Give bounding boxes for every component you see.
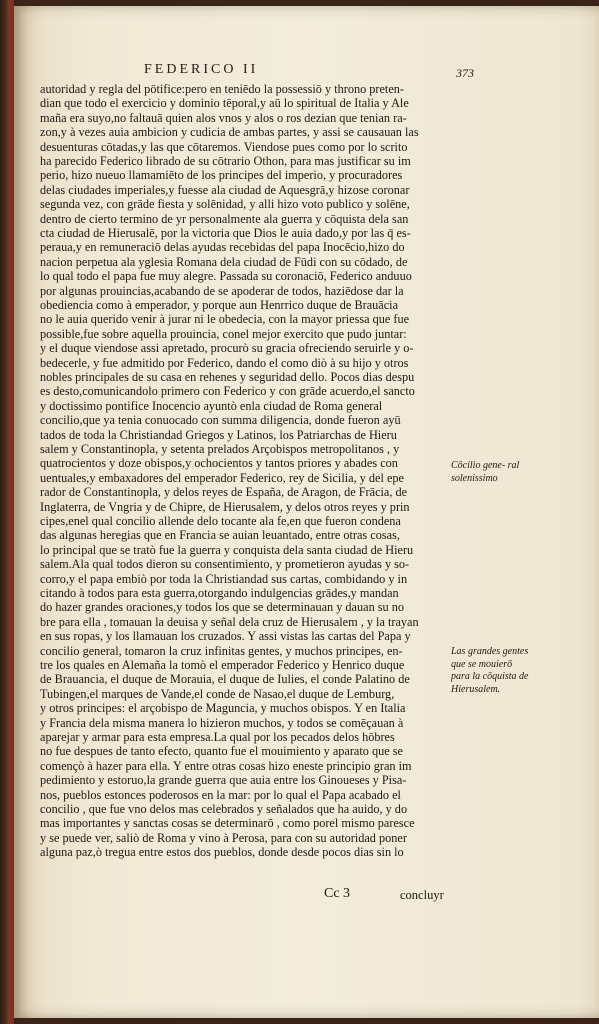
text-line: salem y Constantinopla, y setenta prelados Arçobispos metropolitanos , y: [40, 442, 400, 456]
text-line: segunda vez, con grāde fiesta y solēnidad, y alli hizo voto publico y solēne,: [40, 197, 410, 212]
catchword: concluyr: [400, 888, 444, 902]
text-line: concilio , que fue vno delos mas celebrados y señalados que ha auido, y do: [40, 802, 408, 816]
text-line: tados de toda la Christiandad Griegos y Latinos, los Patriarchas de Hieru: [40, 427, 397, 442]
text-line: bedecerle, y fue admitido por Federico, dando el como diò à su hijo y otros: [40, 355, 409, 370]
text-line: dian que todo el exercicio y dominio tēporal,y aū lo spiritual de Italia y Ale: [40, 96, 409, 111]
text-line: y Francia dela misma manera lo hizieron muchos, y todos se comēçauan à: [40, 715, 404, 730]
text-line: alguna paz,ò tregua entre estos dos pueblos, donde desde pocos dias sin lo: [40, 845, 404, 860]
margin-note-gentes: Las grandes gentes que se mouierō para la cōquista de Hierusalem.: [451, 646, 529, 695]
text-line: no le auia querido venir à jurar ni le obedecia, con la mayor priessa que fue: [40, 312, 410, 327]
text-line: maña era suyo,no faltauā quien alos vnos y alos o ros dezian que tenian ra-: [40, 110, 407, 125]
margin-note-concilio: Cōcilio gene- ral solenissimo: [451, 460, 520, 484]
text-line: Inglaterra, de Vngria y de Chipre, de Hierusalem, y delos otros reyes y prin: [40, 499, 410, 514]
book-page: [14, 6, 599, 1018]
page-header: [144, 62, 474, 82]
text-line: obediencia como à emperador, y porque aun Henrrico duque de Brauācia: [40, 298, 399, 312]
signature-mark: Cc 3: [324, 886, 351, 901]
text-line: y doctissimo pontifice Inocencio ayuntò enla ciudad de Roma general: [40, 398, 383, 413]
text-line: nobles principales de su casa en rehenes y seguridad dello. Pocos dias despu: [40, 370, 415, 384]
text-line: aparejar y armar para esta empresa.La qual por los pecados delos hōbres: [40, 730, 395, 744]
text-line: començò à hazer para ella. Y entre otras cosas hizo eneste principio gran im: [40, 758, 412, 773]
text-line: y el duque viendose assi apretado, procurò su gracia ofreciendo seruirle y o-: [40, 341, 414, 356]
text-line: es desto,comunicandolo primero con Federico y con grāde acuerdo,el sancto: [40, 384, 415, 399]
text-line: bre para ella , tomauan la deuisa y señal dela cruz de Hierusalem , y la trayan: [40, 614, 419, 629]
text-line: cta ciudad de Hierusalē, por la victoria que Dios le auia dado,y por las q̄ es-: [40, 226, 411, 240]
text-line: autoridad y regla del pōtifice:pero en teniēdo la possessiō y throno preten-: [40, 82, 405, 96]
text-line: perio, hizo nueuo llamamiēto de los principes del imperio, y procuradores: [40, 168, 403, 183]
text-line: y se puede ver, saliò de Roma y vino à Perosa, para con su autoridad poner: [40, 830, 407, 845]
text-line: lo principal que se tratò fue la guerra y conquista dela santa ciudad de Hieru: [40, 542, 414, 557]
text-line: cipes,enel qual concilio allende delo tocante ala fe,en que fueron condena: [40, 514, 401, 528]
text-line: delas ciudades imperiales,y fuesse ala ciudad de Aquesgrā,y hizose coronar: [40, 182, 410, 197]
text-line: rador de Constantinopla, y delos reyes de España, de Aragon, de Frācia, de: [40, 485, 408, 500]
text-line: mas importantes y sanctas cosas se determinarō , como porel mismo paresce: [40, 816, 415, 831]
text-line: de Brauancia, el duque de Morauia, el duque de Iulies, el conde Palatino de: [40, 672, 410, 687]
page-number: 373: [456, 66, 474, 80]
running-head: FEDERICO II: [144, 62, 259, 77]
text-line: pedimiento y estoruo,la grande guerra que auia entre los Ginoueses y Pisa-: [40, 773, 407, 788]
text-line: do hazer grandes oraciones,y todos los que se determinauan y dauan su no: [40, 600, 405, 615]
text-line: tre los quales en Alemaña la tomò el emperador Federico y Henrico duque: [40, 658, 405, 672]
text-line: possible,fue sobre aquella prouincia, conel mejor exercito que pudo juntar:: [40, 326, 407, 341]
text-line: salem.Ala qual todos dieron su consentimiento, y prometieron ayudas y so-: [40, 557, 410, 572]
text-line: Tubingen,el marques de Vande,el conde de Nasao,el duque de Lemburg,: [40, 686, 395, 701]
text-line: desuenturas cōtadas,y las que cōtaremos. Viendose pues como por lo scrito: [40, 139, 408, 154]
text-line: das algunas heregias que en Francia se auian leuantado, entre otras cosas,: [40, 528, 400, 543]
text-line: peraua,y en remuneraciō delas ayudas recebidas del papa Inocēcio,hizo do: [40, 240, 405, 255]
text-line: uentuales,y embaxadores del emperador Federico, rey de Sicilia, y del epe: [40, 470, 404, 485]
text-line: concilio,que ya tenia conuocado con summa diligencia, donde fueron ayū: [40, 413, 401, 428]
text-line: citando à todos para esta guerra,otorgando indulgencias grādes,y mandan: [40, 586, 399, 600]
text-line: nacion perpetua ala yglesia Romana dela ciudad de Fūdi con su cōdado, de: [40, 254, 408, 269]
text-line: nos, pueblos estonces poderosos en la mar: por lo qual el Papa acabado el: [40, 787, 401, 802]
text-line: no fue despues de tanto efecto, quanto fue el mouimiento y aparato que se: [40, 744, 403, 759]
text-line: concilio general, tomaron la cruz infinitas gentes, y muchos principes, en-: [40, 643, 403, 658]
text-line: quatrocientos y doze obispos,y ochocientos y tantos priores y abades con: [40, 456, 398, 471]
text-line: por algunas prouincias,acabando de se apoderar de todos, haziēdose dar la: [40, 283, 404, 298]
page-footer: [324, 886, 464, 906]
text-line: dentro de cierto termino de yr personalmente ala guerra y cōquista dela san: [40, 211, 409, 226]
text-line: lo qual todo el papa fue muy alegre. Passada su coronaciō, Federico anduuo: [40, 269, 412, 284]
text-line: ha parecido Federico librado de su cōtrario Othon, para mas justificar su im: [40, 154, 411, 168]
text-line: y otros principes: el arçobispo de Maguncia, y muchos obispos. Y en Italia: [40, 701, 406, 716]
text-line: en sus ropas, y los llamauan los cruzados. Y assi vistas las cartas del Papa y: [40, 629, 411, 644]
text-line: corro,y el papa embiò por toda la Christiandad sus cartas, combidando y in: [40, 571, 408, 586]
text-line: zon,y à vezes auia ambicion y cudicia de ambas partes, y assi se causauan las: [40, 125, 419, 140]
